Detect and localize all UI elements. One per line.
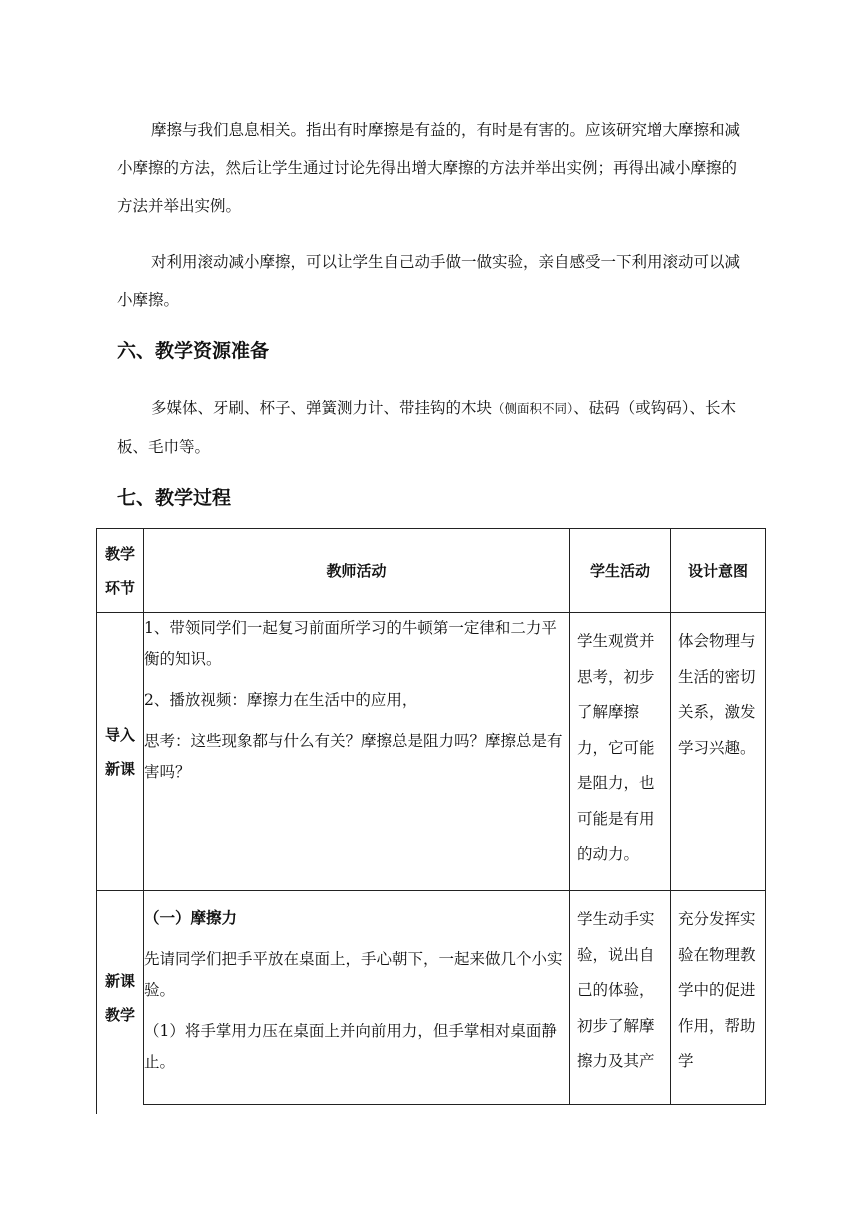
paragraph-resources [117,389,747,466]
stage-new-lesson: 新课教学 [97,891,144,1105]
table-left-border-continuation [96,1104,97,1114]
section-7-heading: 七、教学过程 [117,487,232,509]
design-intent-intro [671,613,766,891]
paragraph-friction-intro: 摩擦与我们息息相关。指出有时摩擦是有益的，有时是有害的。应该研究增大摩擦和减小摩擦的方法，然后让学生通过讨论先得出增大摩擦的方法并举出实例；再得出减小摩擦的方法并举出实例。 [117,121,741,215]
header-design-intent: 设计意图 [671,529,766,613]
resources-text-a: 多媒体、牙刷、杯子、弹簧测力计、带挂钩的木块 [151,399,493,417]
intro-teacher-item-2: 2、播放视频：摩擦力在生活中的应用， [144,691,418,709]
new-lesson-subtitle: （一）摩擦力 [144,909,238,927]
intro-teacher-item-3: 思考：这些现象都与什么有关？摩擦总是阻力吗？摩擦总是有害吗？ [144,732,563,781]
new-lesson-intent-text: 充分发挥实验在物理教学中的促进作用，帮助学 [678,910,756,1070]
new-lesson-teacher-item-2: （1）将手掌用力压在桌面上并向前用力，但手掌相对桌面静止。 [144,1022,557,1071]
stage-intro: 导入新课 [97,613,144,891]
student-activity-new-lesson [570,891,671,1105]
header-teacher-activity: 教师活动 [144,529,570,613]
header-student-activity: 学生活动 [570,529,671,613]
design-intent-new-lesson [671,891,766,1105]
teaching-process-table [96,528,766,1105]
intro-teacher-item-1: 1、带领同学们一起复习前面所学习的牛顿第一定律和二力平衡的知识。 [144,619,557,668]
intro-intent-text: 体会物理与生活的密切关系，激发学习兴趣。 [678,632,756,757]
student-activity-intro [570,613,671,891]
new-lesson-student-text: 学生动手实验，说出自己的体验，初步了解摩擦力及其产 [577,910,655,1070]
teacher-activity-intro [144,613,570,891]
new-lesson-teacher-item-1: 先请同学们把手平放在桌面上，手心朝下，一起来做几个小实验。 [144,950,563,999]
header-stage: 教学环节 [97,529,144,613]
table-header-row [97,529,766,613]
teacher-activity-new-lesson [144,891,570,1105]
table-row-intro [97,613,766,891]
section-6-heading: 六、教学资源准备 [117,340,270,362]
intro-student-text: 学生观赏并思考，初步了解摩擦力，它可能是阻力，也可能是有用的动力。 [577,632,655,863]
resources-text-b: 、砝码（或钩码）、长木板、毛巾等。 [117,399,737,456]
table-row-new-lesson [97,891,766,1105]
paragraph-rolling-experiment: 对利用滚动减小摩擦，可以让学生自己动手做一做实验，亲自感受一下利用滚动可以减小摩擦。 [117,253,741,309]
resources-text-small: （侧面积不同） [492,401,574,416]
